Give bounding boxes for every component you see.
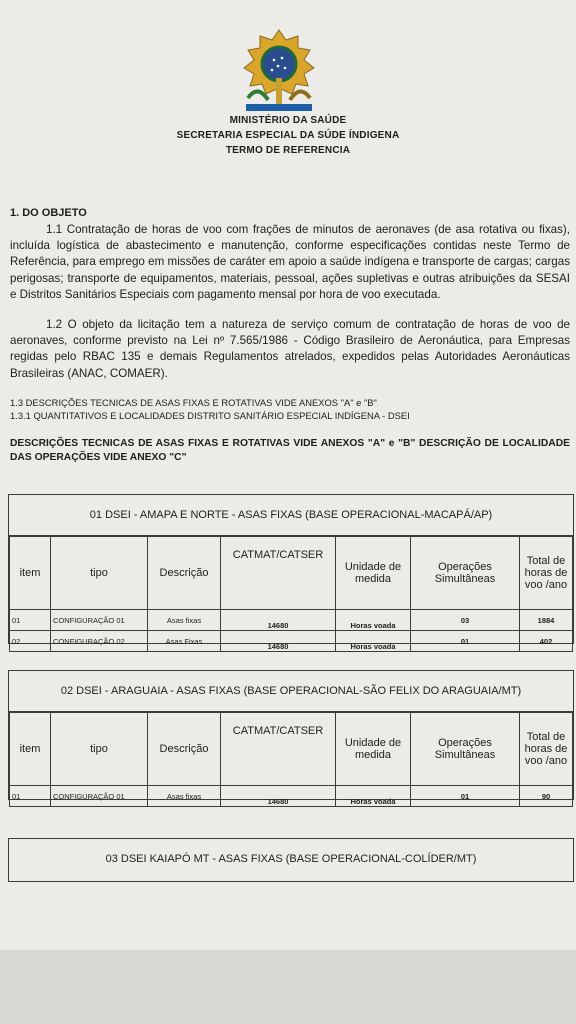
col-tipo: tipo xyxy=(51,537,148,610)
col-operacoes: Operações Simultâneas xyxy=(411,713,520,786)
table-row xyxy=(10,631,573,652)
dsei-table-3 xyxy=(8,838,574,882)
table-1-grid xyxy=(9,536,573,652)
table-2-grid xyxy=(9,712,573,807)
table-row xyxy=(10,786,573,807)
brazil-coat-of-arms-icon xyxy=(238,28,320,114)
section-title: 1. DO OBJETO xyxy=(10,207,87,219)
cell-descricao: Asas fixas xyxy=(148,786,221,807)
technical-descriptions-note: DESCRIÇÕES TECNICAS DE ASAS FIXAS E ROTATIVAS VIDE ANEXOS "A" e "B" DESCRIÇÃO DE LOCALIDADE DAS OPERAÇÕES VIDE ANEXO "C" xyxy=(10,438,570,463)
cell-tipo: CONFIGURAÇÃO 01 xyxy=(51,610,148,631)
table-1-title: 01 DSEI - AMAPA E NORTE - ASAS FIXAS (BASE OPERACIONAL-MACAPÁ/AP) xyxy=(9,495,573,536)
cell-descricao: Asas Fixas xyxy=(148,631,221,652)
table-2-title: 02 DSEI - ARAGUAIA - ASAS FIXAS (BASE OPERACIONAL-SÃO FELIX DO ARAGUAIA/MT) xyxy=(9,671,573,712)
cell-item: 02 xyxy=(10,631,51,652)
paragraph-1-2 xyxy=(10,317,570,382)
cell-unidade: Horas voada xyxy=(336,610,411,631)
cell-tipo: CONFIGURAÇÃO 01 xyxy=(51,786,148,807)
paragraph-1-2-text: 1.2 O objeto da licitação tem a natureza de serviço comum de contratação de horas de voo de aeronaves, conforme previsto na Lei nº 7.565/1986 - Código Brasileiro de Aeronáutica, para Empresas regidas pelo RBAC 135 e demais Regulamentos atrelados, expedidos pelas Autoridades Aeronáuticas Brasileiras (ANAC, COMAER). xyxy=(10,318,570,380)
cell-tipo: CONFIGURAÇÃO 02 xyxy=(51,631,148,652)
dsei-table-1 xyxy=(8,494,574,651)
cell-operacoes: 01 xyxy=(411,631,520,652)
table-row xyxy=(10,610,573,631)
col-unidade: Unidade de medida xyxy=(336,713,411,786)
cell-operacoes: 03 xyxy=(411,610,520,631)
col-total: Total de horas de voo /ano xyxy=(520,537,573,610)
col-catmat: CATMAT/CATSER xyxy=(221,713,336,786)
subsection-1-3: 1.3 DESCRIÇÕES TECNICAS DE ASAS FIXAS E ROTATIVAS VIDE ANEXOS "A" e "B" xyxy=(10,397,377,408)
header-document-type: TERMO DE REFERENCIA xyxy=(225,145,351,156)
cell-catmat: 14680 xyxy=(221,786,336,807)
col-total: Total de horas de voo /ano xyxy=(520,713,573,786)
col-unidade: Unidade de medida xyxy=(336,537,411,610)
paragraph-1-1-text: 1.1 Contratação de horas de voo com frações de minutos de aeronaves (de asa rotativa ou fixas), incluída logística de abastecimento e manutenção, conforme especificações contidas neste Termo de Referência, para emprego em missões de caráter em apoio a saúde indígena e transporte de cargas; cargas perigosas; transporte de equipamentos, materiais, pessoal, ações supletivas e outras atribuições da SESAI e Distritos Sanitários Especiais com pagamento mensal por hora de voo executada. xyxy=(10,223,570,301)
cell-catmat: 14680 xyxy=(221,631,336,652)
table-3-title: 03 DSEI KAIAPÓ MT - ASAS FIXAS (BASE OPERACIONAL-COLÍDER/MT) xyxy=(105,853,477,865)
cell-total: 90 xyxy=(520,786,573,807)
subsection-1-3-1: 1.3.1 QUANTITATIVOS E LOCALIDADES DISTRITO SANITÁRIO ESPECIAL INDÍGENA - DSEI xyxy=(10,410,410,421)
cell-item: 01 xyxy=(10,610,51,631)
col-catmat: CATMAT/CATSER xyxy=(221,537,336,610)
cell-operacoes: 01 xyxy=(411,786,520,807)
cell-unidade: Horas voada xyxy=(336,786,411,807)
dsei-table-2 xyxy=(8,670,574,806)
cell-unidade: Horas voada xyxy=(336,631,411,652)
cell-descricao: Asas fixas xyxy=(148,610,221,631)
col-item: item xyxy=(10,713,51,786)
cell-catmat: 14680 xyxy=(221,610,336,631)
table-header-row xyxy=(10,537,573,610)
cell-item: 01 xyxy=(10,786,51,807)
table-header-row xyxy=(10,713,573,786)
col-tipo: tipo xyxy=(51,713,148,786)
header-secretariat: SECRETARIA ESPECIAL DA SÚDE ÍNDIGENA xyxy=(176,130,400,141)
cell-total: 402 xyxy=(520,631,573,652)
background-surface xyxy=(0,950,576,1024)
col-operacoes: Operações Simultâneas xyxy=(411,537,520,610)
header-ministry: MINISTÉRIO DA SAÚDE xyxy=(229,115,347,126)
col-descricao: Descrição xyxy=(148,713,221,786)
paragraph-1-1 xyxy=(10,222,570,303)
cell-total: 1884 xyxy=(520,610,573,631)
col-item: item xyxy=(10,537,51,610)
col-descricao: Descrição xyxy=(148,537,221,610)
